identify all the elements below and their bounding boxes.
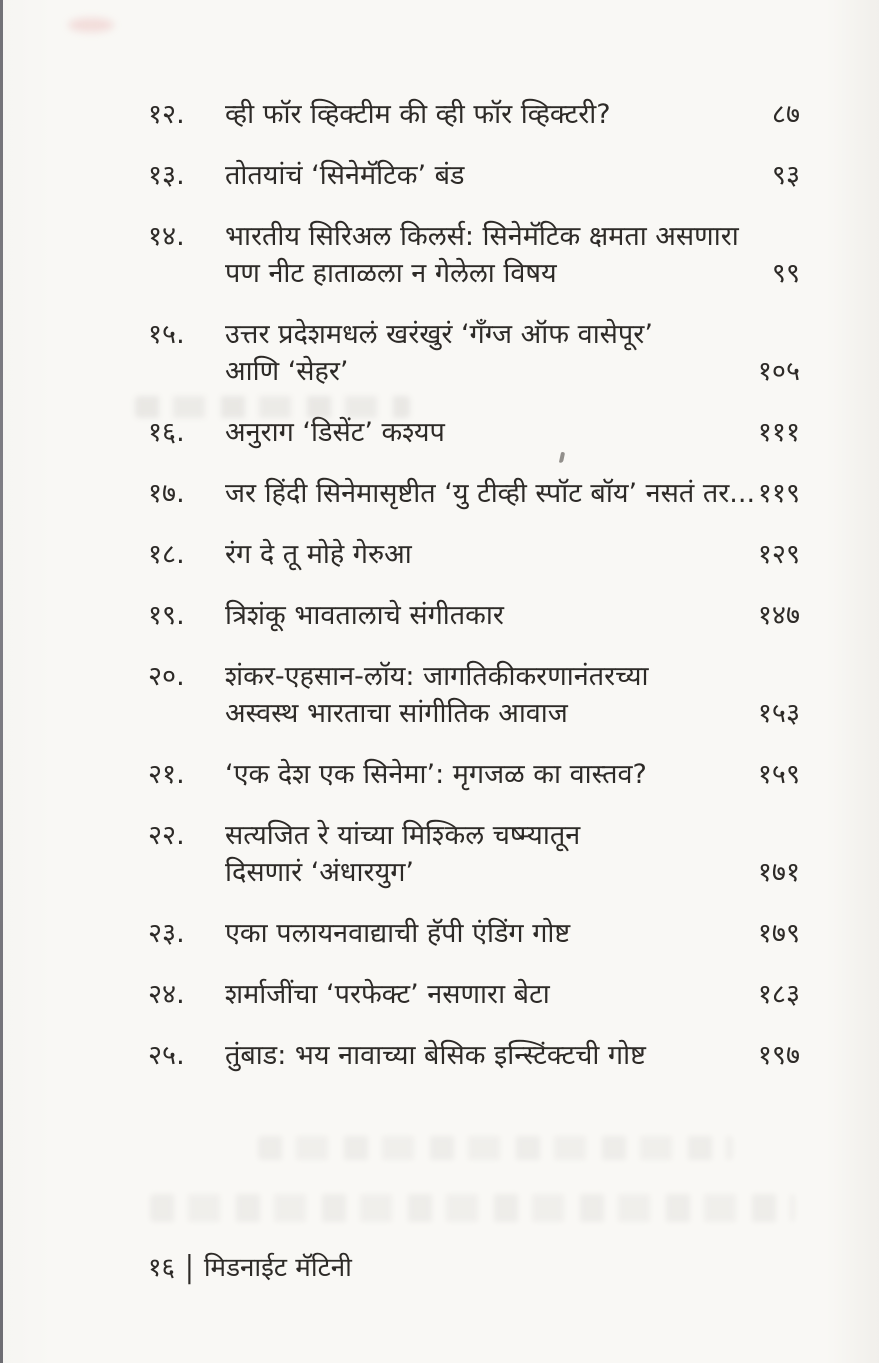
entry-number: १३.: [148, 160, 185, 191]
entry-number: १९.: [148, 600, 185, 631]
toc-entry: [148, 157, 800, 194]
entry-page-number: ९३: [771, 160, 800, 191]
entry-title: [225, 475, 756, 512]
toc-entry: [148, 1037, 800, 1074]
entry-page-number: १९७: [757, 1040, 800, 1071]
entry-title: [225, 658, 750, 732]
entry-page-number: १७९: [757, 918, 800, 949]
entry-page-number: १०५: [757, 356, 800, 387]
entry-title: [225, 96, 764, 133]
entry-number: १२.: [148, 99, 185, 130]
entry-number: १८.: [148, 539, 185, 570]
page-footer: [148, 1250, 352, 1287]
toc-entry: [148, 976, 800, 1013]
entry-page-number: १११: [757, 417, 800, 448]
entry-title: [225, 915, 750, 952]
entry-title: [225, 414, 750, 451]
entry-title: [225, 756, 750, 793]
toc-entry: [148, 536, 800, 573]
entry-title: [225, 817, 750, 891]
toc-entry: [148, 915, 800, 952]
entry-number: १४.: [148, 221, 185, 252]
entry-title: [225, 597, 750, 634]
entry-page-number: ८७: [771, 99, 800, 130]
toc-entry: [148, 756, 800, 793]
entry-page-number: १२९: [757, 539, 800, 570]
entry-number: २१.: [148, 759, 185, 790]
entry-title-line: व्ही फॉर व्हिक्टीम की व्ही फॉर व्हिक्टरी?: [225, 99, 611, 130]
entry-title: [225, 1037, 750, 1074]
entry-title-line: पण नीट हाताळला न गेलेला विषय: [225, 258, 557, 289]
bleedthrough-ghost: [258, 1136, 733, 1160]
entry-title-line: भारतीय सिरिअल किलर्स: सिनेमॅटिक क्षमता असणारा: [225, 221, 739, 252]
entry-title: [225, 218, 764, 292]
entry-title-line: रंग दे तू मोहे गेरुआ: [225, 539, 412, 570]
entry-title-line: अस्वस्थ भारताचा सांगीतिक आवाज: [225, 698, 568, 729]
entry-number: २५.: [148, 1040, 185, 1071]
entry-number: २२.: [148, 820, 185, 851]
scan-edge-line: [0, 0, 3, 1363]
entry-title-line: आणि ‘सेहर’: [225, 356, 349, 387]
bleedthrough-ghost: [150, 1194, 795, 1222]
toc-entry: [148, 475, 800, 512]
toc-entry: [148, 414, 800, 451]
entry-title-line: जर हिंदी सिनेमासृष्टीत ‘यु टीव्ही स्पॉट बॉय’ नसतं तर...: [225, 478, 756, 509]
entry-title-line: तुंबाड: भय नावाच्या बेसिक इन्स्टिंक्टची गोष्ट: [225, 1040, 646, 1071]
entry-title-line: त्रिशंकू भावतालाचे संगीतकार: [225, 600, 504, 631]
entry-page-number: ११९: [757, 478, 800, 509]
entry-number: १७.: [148, 478, 185, 509]
footer-separator: |: [185, 1250, 194, 1286]
entry-page-number: १७१: [757, 857, 800, 888]
entry-number: १५.: [148, 319, 185, 350]
bleedthrough-ghost: [135, 396, 410, 418]
entry-page-number: १५३: [757, 698, 800, 729]
entry-page-number: ९९: [771, 258, 800, 289]
scan-smudge: [68, 18, 114, 32]
table-of-contents: [148, 96, 800, 1098]
toc-entry: [148, 658, 800, 732]
toc-entry: [148, 597, 800, 634]
footer-book-title: मिडनाईट मॅटिनी: [203, 1253, 352, 1283]
toc-entry: [148, 218, 800, 292]
toc-entry: [148, 96, 800, 133]
entry-title-line: एका पलायनवाद्याची हॅपी एंडिंग गोष्ट: [225, 918, 571, 949]
entry-number: २४.: [148, 979, 185, 1010]
entry-page-number: १८३: [757, 979, 800, 1010]
entry-title-line: शंकर-एहसान-लॉय: जागतिकीकरणानंतरच्या: [225, 661, 649, 692]
footer-page-number: १६: [148, 1253, 176, 1283]
entry-title-line: सत्यजित रे यांच्या मिश्किल चष्म्यातून: [225, 820, 581, 851]
entry-title-line: ‘एक देश एक सिनेमा’: मृगजळ का वास्तव?: [225, 759, 647, 790]
entry-title: [225, 157, 764, 194]
entry-title-line: अनुराग ‘डिसेंट’ कश्यप: [225, 417, 445, 448]
entry-title-line: तोतयांचं ‘सिनेमॅटिक’ बंड: [225, 160, 465, 191]
toc-entry: [148, 316, 800, 390]
toc-entry: [148, 817, 800, 891]
entry-number: २०.: [148, 661, 185, 692]
entry-page-number: १५९: [757, 759, 800, 790]
entry-title-line: उत्तर प्रदेशमधलं खरंखुरं ‘गँग्ज ऑफ वासेपूर’: [225, 319, 653, 350]
entry-title-line: शर्माजींचा ‘परफेक्ट’ नसणारा बेटा: [225, 979, 550, 1010]
entry-title: [225, 536, 750, 573]
entry-title: [225, 976, 750, 1013]
entry-title-line: दिसणारं ‘अंधारयुग’: [225, 857, 415, 888]
entry-title: [225, 316, 750, 390]
entry-number: १६.: [148, 417, 185, 448]
entry-page-number: १४७: [757, 600, 800, 631]
entry-number: २३.: [148, 918, 185, 949]
